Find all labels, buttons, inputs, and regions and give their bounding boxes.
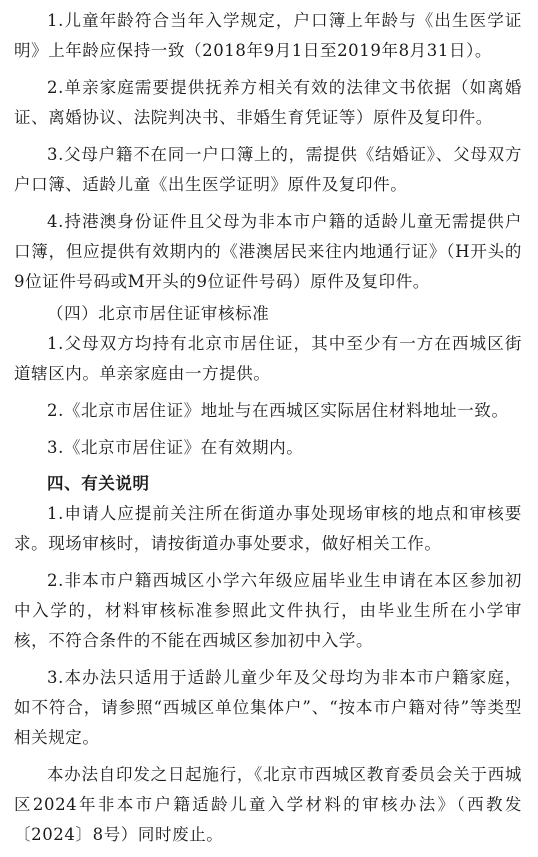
residence-permit-item-2: 2.《北京市居住证》地址与在西城区实际居住材料地址一致。: [47, 401, 509, 420]
residence-permit-item-3: 3.《北京市居住证》在有效期内。: [47, 438, 304, 457]
residence-permit-heading: （四）北京市居住证审核标准: [47, 304, 270, 323]
notes-item-3: 3.本办法只适用于适龄儿童少年及父母均为非本市户籍家庭，如不符合，请参照“西城区单位集体户”、“按本市户籍对待”等类型相关规定。: [14, 668, 522, 747]
requirement-item-2: 2.单亲家庭需要提供抚养方相关有效的法律文书依据（如离婚证、离婚协议、法院判决书、非婚生育凭证等）原件及复印件。: [14, 78, 522, 127]
closing-paragraph: 本办法自印发之日起施行，《北京市西城区教育委员会关于西城区2024年非本市户籍适龄儿童入学材料的审核办法》（西教发〔2024〕8号）同时废止。: [14, 765, 522, 844]
residence-permit-item-1: 1.父母双方均持有北京市居住证，其中至少有一方在西城区街道辖区内。单亲家庭由一方提供。: [14, 334, 522, 383]
requirement-item-1: 1.儿童年龄符合当年入学规定，户口簿上年龄与《出生医学证明》上年龄应保持一致（2018年9月1日至2019年8月31日）。: [14, 11, 522, 60]
requirement-item-4: 4.持港澳身份证件且父母为非本市户籍的适龄儿童无需提供户口簿，但应提供有效期内的《港澳居民来往内地通行证》（H开头的9位证件号码或M开头的9位证件号码）原件及复印件。: [14, 212, 522, 291]
notes-item-2: 2.非本市户籍西城区小学六年级应届毕业生申请在本区参加初中入学的，材料审核标准参照此文件执行，由毕业生所在小学审核，不符合条件的不能在西城区参加初中入学。: [14, 571, 522, 650]
notes-item-1: 1.申请人应提前关注所在街道办事处现场审核的地点和审核要求。现场审核时，请按街道办事处要求，做好相关工作。: [14, 504, 522, 553]
notes-heading: 四、有关说明: [47, 474, 150, 493]
requirement-item-3: 3.父母户籍不在同一户口簿上的，需提供《结婚证》、父母双方户口簿、适龄儿童《出生医学证明》原件及复印件。: [14, 145, 522, 194]
